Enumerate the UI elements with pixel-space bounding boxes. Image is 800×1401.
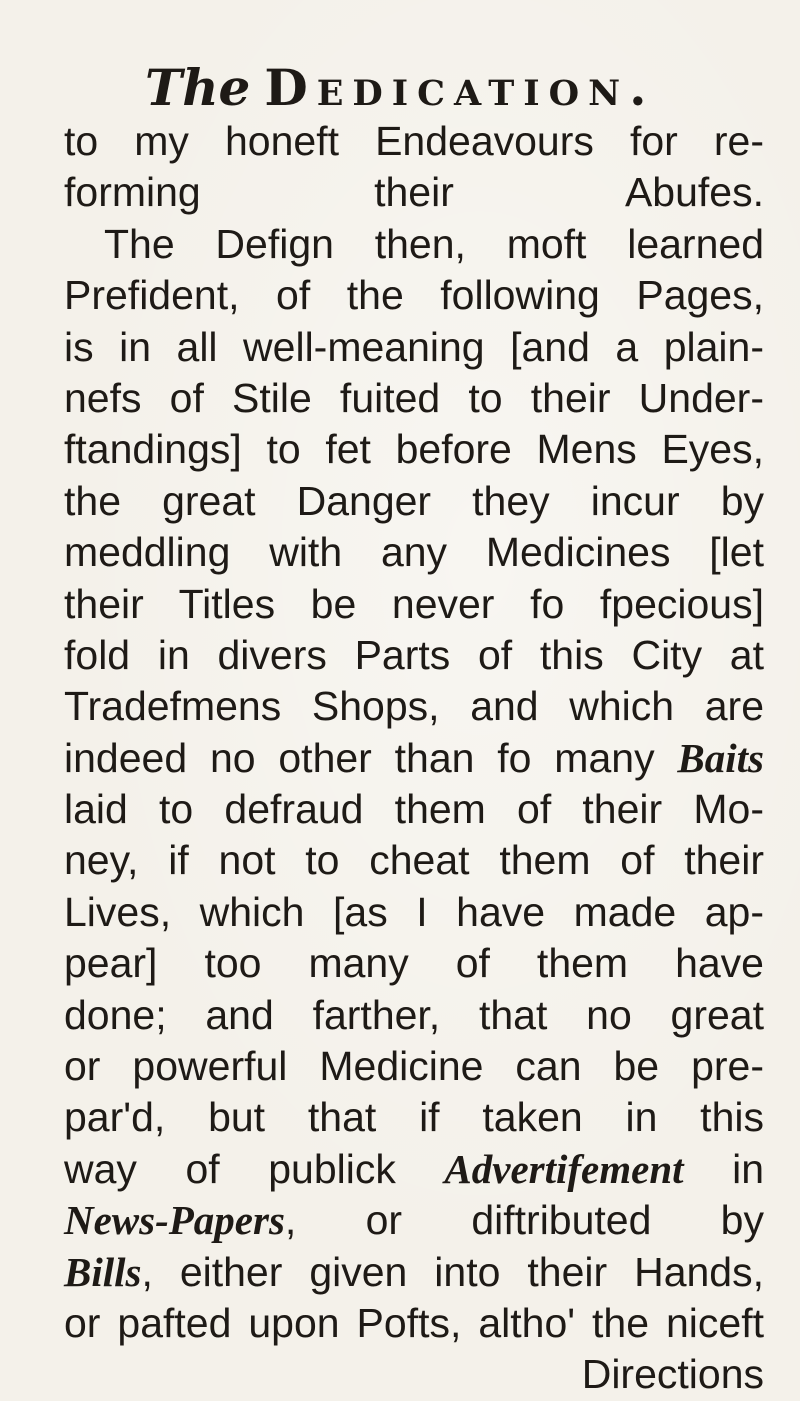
text-line (64, 373, 764, 424)
text-line (64, 1092, 764, 1143)
text-segment: , or diftributed by (284, 1197, 764, 1244)
text-line (64, 579, 764, 630)
text-segment: to my honeft Endeavours for re- (64, 118, 764, 164)
text-segment: fold in divers Parts of this City at (64, 631, 764, 678)
text-line (64, 784, 764, 835)
text-line (64, 424, 764, 475)
italic-text: Baits (677, 734, 764, 781)
text-segment: or powerful Medicine can be pre- (64, 1043, 764, 1090)
text-segment: is in all well-meaning [and a plain- (64, 323, 764, 370)
text-segment: or pafted upon Pofts, altho' the niceft (64, 1299, 764, 1346)
running-head-the: The (145, 58, 251, 117)
text-line (64, 167, 764, 218)
text-line (64, 476, 764, 527)
text-segment: nefs of Stile fuited to their Under- (64, 374, 764, 421)
text-line (64, 887, 764, 938)
text-segment: Lives, which [as I have made ap- (64, 888, 764, 935)
text-segment: Prefident, of the following Pages, (64, 272, 764, 319)
text-line (64, 219, 764, 270)
italic-text: Bills (64, 1248, 142, 1295)
text-line (64, 1298, 764, 1349)
text-line (64, 1349, 764, 1400)
text-segment: their Titles be never fo fpecious] (64, 580, 764, 627)
text-line (64, 116, 764, 167)
italic-text: Advertifement (444, 1145, 684, 1192)
italic-text: News-Papers (64, 1197, 285, 1244)
text-segment: The Defign then, moft learned (104, 220, 764, 267)
text-segment: pear] too many of them have (64, 940, 764, 987)
text-line (64, 630, 764, 681)
text-line (64, 1041, 764, 1092)
running-head (145, 58, 656, 118)
text-segment: forming their Abufes. (64, 169, 764, 216)
text-segment: ftandings] to fet before Mens Eyes, (64, 426, 764, 473)
text-segment: indeed no other than fo many (64, 734, 678, 781)
text-line (64, 681, 764, 732)
text-line (64, 733, 764, 784)
text-segment: laid to defraud them of their Mo- (64, 786, 764, 833)
running-head-word: Dedication. (264, 58, 656, 117)
text-segment: Tradefmens Shops, and which are (64, 683, 764, 730)
text-line (64, 270, 764, 321)
text-line (64, 835, 764, 886)
text-line (64, 990, 764, 1041)
text-segment: meddling with any Medicines [let (64, 529, 764, 576)
text-line (64, 1144, 764, 1195)
text-segment: done; and farther, that no great (64, 991, 764, 1038)
text-segment: the great Danger they incur by (64, 477, 764, 524)
text-line (64, 1195, 764, 1246)
text-segment: in (683, 1145, 764, 1192)
body-text (64, 116, 764, 1401)
text-segment: , either given into their Hands, (141, 1248, 764, 1295)
text-line (64, 938, 764, 989)
text-segment: par'd, but that if taken in this (64, 1094, 764, 1141)
text-line (64, 1247, 764, 1298)
text-line (64, 527, 764, 578)
text-line (64, 322, 764, 373)
text-segment: way of publick (64, 1145, 445, 1192)
text-segment: Directions (581, 1351, 764, 1398)
text-segment: ney, if not to cheat them of their (64, 837, 764, 884)
